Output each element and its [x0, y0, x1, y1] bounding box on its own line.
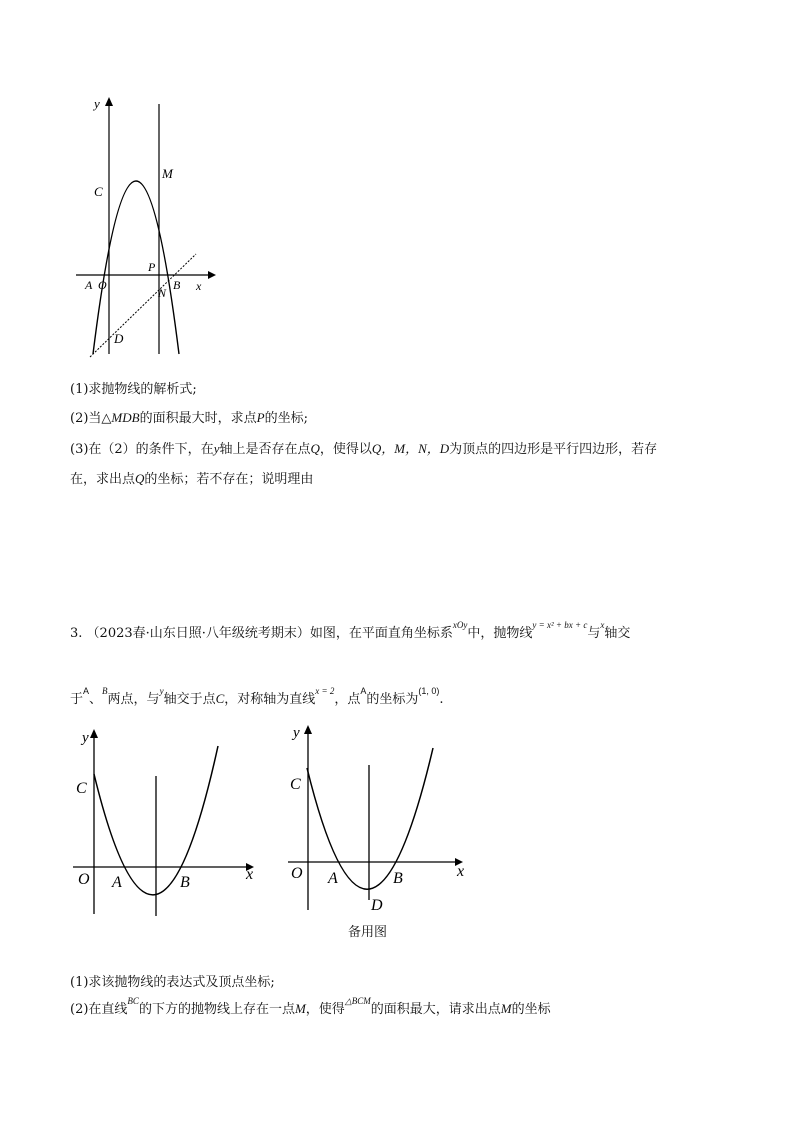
label-x: x — [457, 863, 465, 880]
q3-part1: (1)求该抛物线的表达式及顶点坐标; — [70, 975, 275, 990]
label-x: x — [196, 279, 202, 293]
figure-2-parabola-diagram — [70, 724, 270, 919]
label-D: D — [114, 331, 124, 346]
q3-line2: 于$^A$、$^B$两点，与$^y$轴交于点C，对称轴为直线$^{x = 2}$，点$^A$的坐标为$^{(1, 0)}$. — [70, 686, 444, 707]
label-y: y — [293, 725, 300, 741]
label-C: C — [76, 780, 87, 797]
x-axis-arrow — [208, 271, 216, 279]
q2-part3-line2: 在，求出点Q的坐标；若不存在；说明理由 — [70, 471, 314, 487]
figure-1-parabola-diagram — [70, 92, 220, 362]
label-D: D — [371, 897, 383, 914]
label-y: y — [94, 96, 100, 111]
label-O: O — [291, 865, 303, 882]
y-axis-arrow — [90, 729, 98, 738]
label-x: x — [246, 866, 254, 883]
y-axis-arrow — [304, 725, 312, 734]
parabola-curve — [93, 181, 179, 354]
label-C: C — [94, 184, 103, 199]
q3-line1: 3. （2023春·山东日照·八年级统考期末）如图，在平面直角坐标系$^{xOy}$中，抛物线$^{y = x^2 + bx + c}$与$^x$轴交 — [70, 620, 631, 641]
label-M: M — [162, 166, 173, 181]
q3-number: 3. — [70, 626, 83, 641]
q2-part1: (1)求抛物线的解析式; — [70, 382, 197, 397]
figure-3-caption: 备用图 — [348, 925, 388, 940]
label-O: O — [78, 871, 90, 888]
q3-part2: (2)在直线$^{BC}$的下方的抛物线上存在一点M，使得$^{\triangle BCM}$的面积最大，请求出点M的坐标 — [70, 996, 551, 1017]
q2-part2: (2)当△MDB的面积最大时，求点P的坐标; — [70, 410, 308, 426]
label-O: O — [98, 278, 107, 292]
q2-part3-line1: (3)在（2）的条件下，在y轴上是否存在点Q，使得以Q，M，N，D为顶点的四边形是平行四边形，若存 — [70, 441, 658, 457]
label-N: N — [158, 286, 167, 300]
label-A: A — [328, 870, 338, 887]
label-A: A — [112, 874, 122, 891]
label-A: A — [85, 278, 93, 292]
label-C: C — [290, 776, 301, 793]
y-axis-arrow — [105, 97, 113, 106]
label-P: P — [148, 260, 156, 274]
parabola-curve — [307, 748, 433, 889]
label-y: y — [82, 730, 89, 746]
label-B: B — [393, 870, 403, 887]
figure-3-parabola-diagram — [285, 720, 485, 920]
label-B: B — [180, 874, 190, 891]
label-B: B — [173, 278, 181, 292]
